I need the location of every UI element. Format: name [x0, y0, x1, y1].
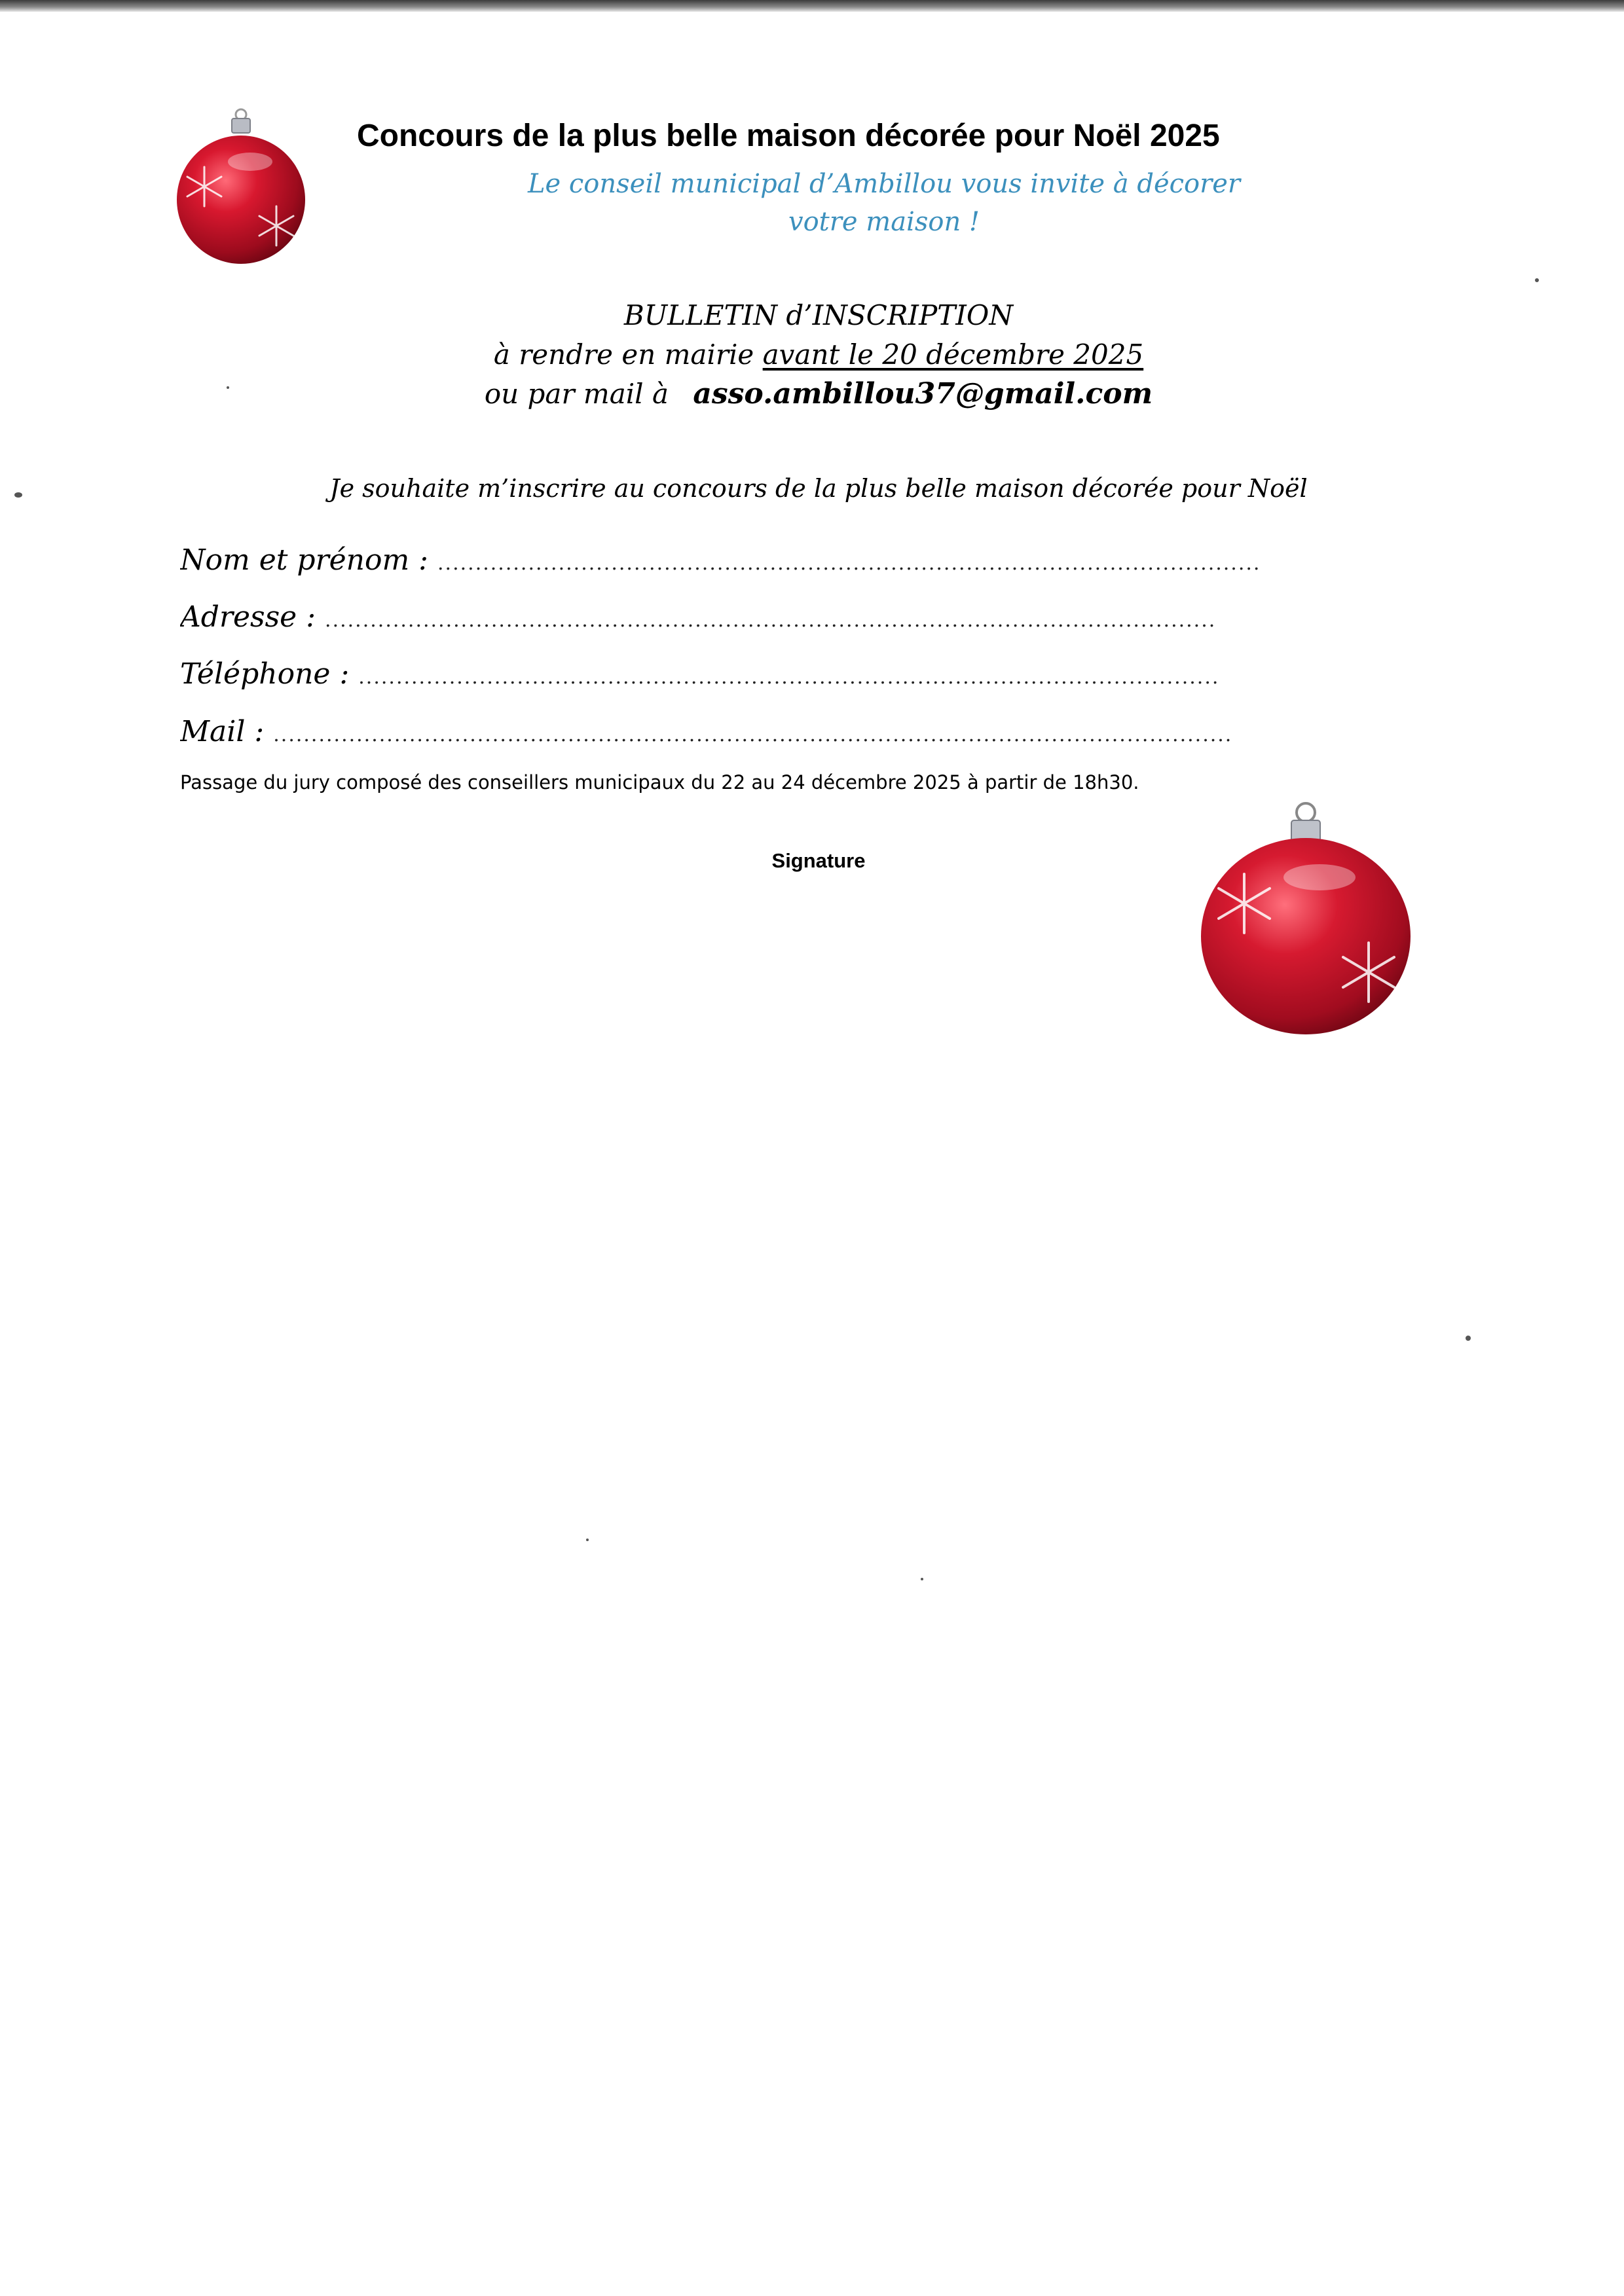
return-deadline: avant le 20 décembre 2025	[762, 338, 1144, 371]
form-intro: Je souhaite m’inscrire au concours de la plus belle maison décorée pour Noël	[329, 474, 1308, 503]
page-title: Concours de la plus belle maison décorée pour Noël 2025	[357, 118, 1220, 153]
field-telephone	[180, 657, 1306, 691]
mail-instructions	[419, 374, 1218, 414]
fill-in-line[interactable]: ..................................................................................................................	[358, 666, 1220, 689]
scan-speck	[586, 1539, 589, 1541]
mail-address: asso.ambillou37@gmail.com	[693, 377, 1153, 410]
fill-in-line[interactable]: ...............................................................................................................................	[273, 723, 1233, 746]
return-instructions	[419, 335, 1218, 374]
field-label: Téléphone :	[180, 657, 350, 691]
mail-prefix: ou par mail à	[484, 378, 669, 410]
subtitle-line-1: Le conseil municipal d’Ambillou vous invite à décorer	[527, 169, 1241, 199]
scan-edge-shadow	[0, 0, 1624, 12]
jury-note: Passage du jury composé des conseillers municipaux du 22 au 24 décembre 2025 à partir de 18h30.	[180, 771, 1139, 793]
subtitle	[471, 165, 1297, 241]
fill-in-line[interactable]: ......................................................................................................................	[325, 609, 1217, 632]
field-nom-prenom	[180, 543, 1306, 577]
scan-speck	[227, 386, 229, 389]
field-adresse	[180, 600, 1306, 634]
scan-speck	[1466, 1336, 1471, 1341]
field-label: Adresse :	[180, 600, 316, 634]
field-label: Nom et prénom :	[180, 543, 429, 577]
scan-speck	[921, 1578, 923, 1580]
subtitle-line-2: votre maison !	[788, 207, 980, 237]
return-prefix: à rendre en mairie	[493, 338, 754, 371]
fill-in-line[interactable]: .............................................................................................................	[437, 552, 1261, 575]
signature-label: Signature	[771, 849, 866, 872]
field-label: Mail :	[180, 715, 265, 748]
bulletin-heading: BULLETIN d’INSCRIPTION	[623, 299, 1014, 331]
christmas-bauble-icon	[172, 108, 309, 272]
christmas-bauble-icon	[1198, 802, 1414, 1038]
field-mail	[180, 715, 1306, 748]
scan-speck	[1535, 278, 1539, 282]
scan-speck	[14, 492, 22, 498]
bulletin-block	[419, 296, 1218, 414]
